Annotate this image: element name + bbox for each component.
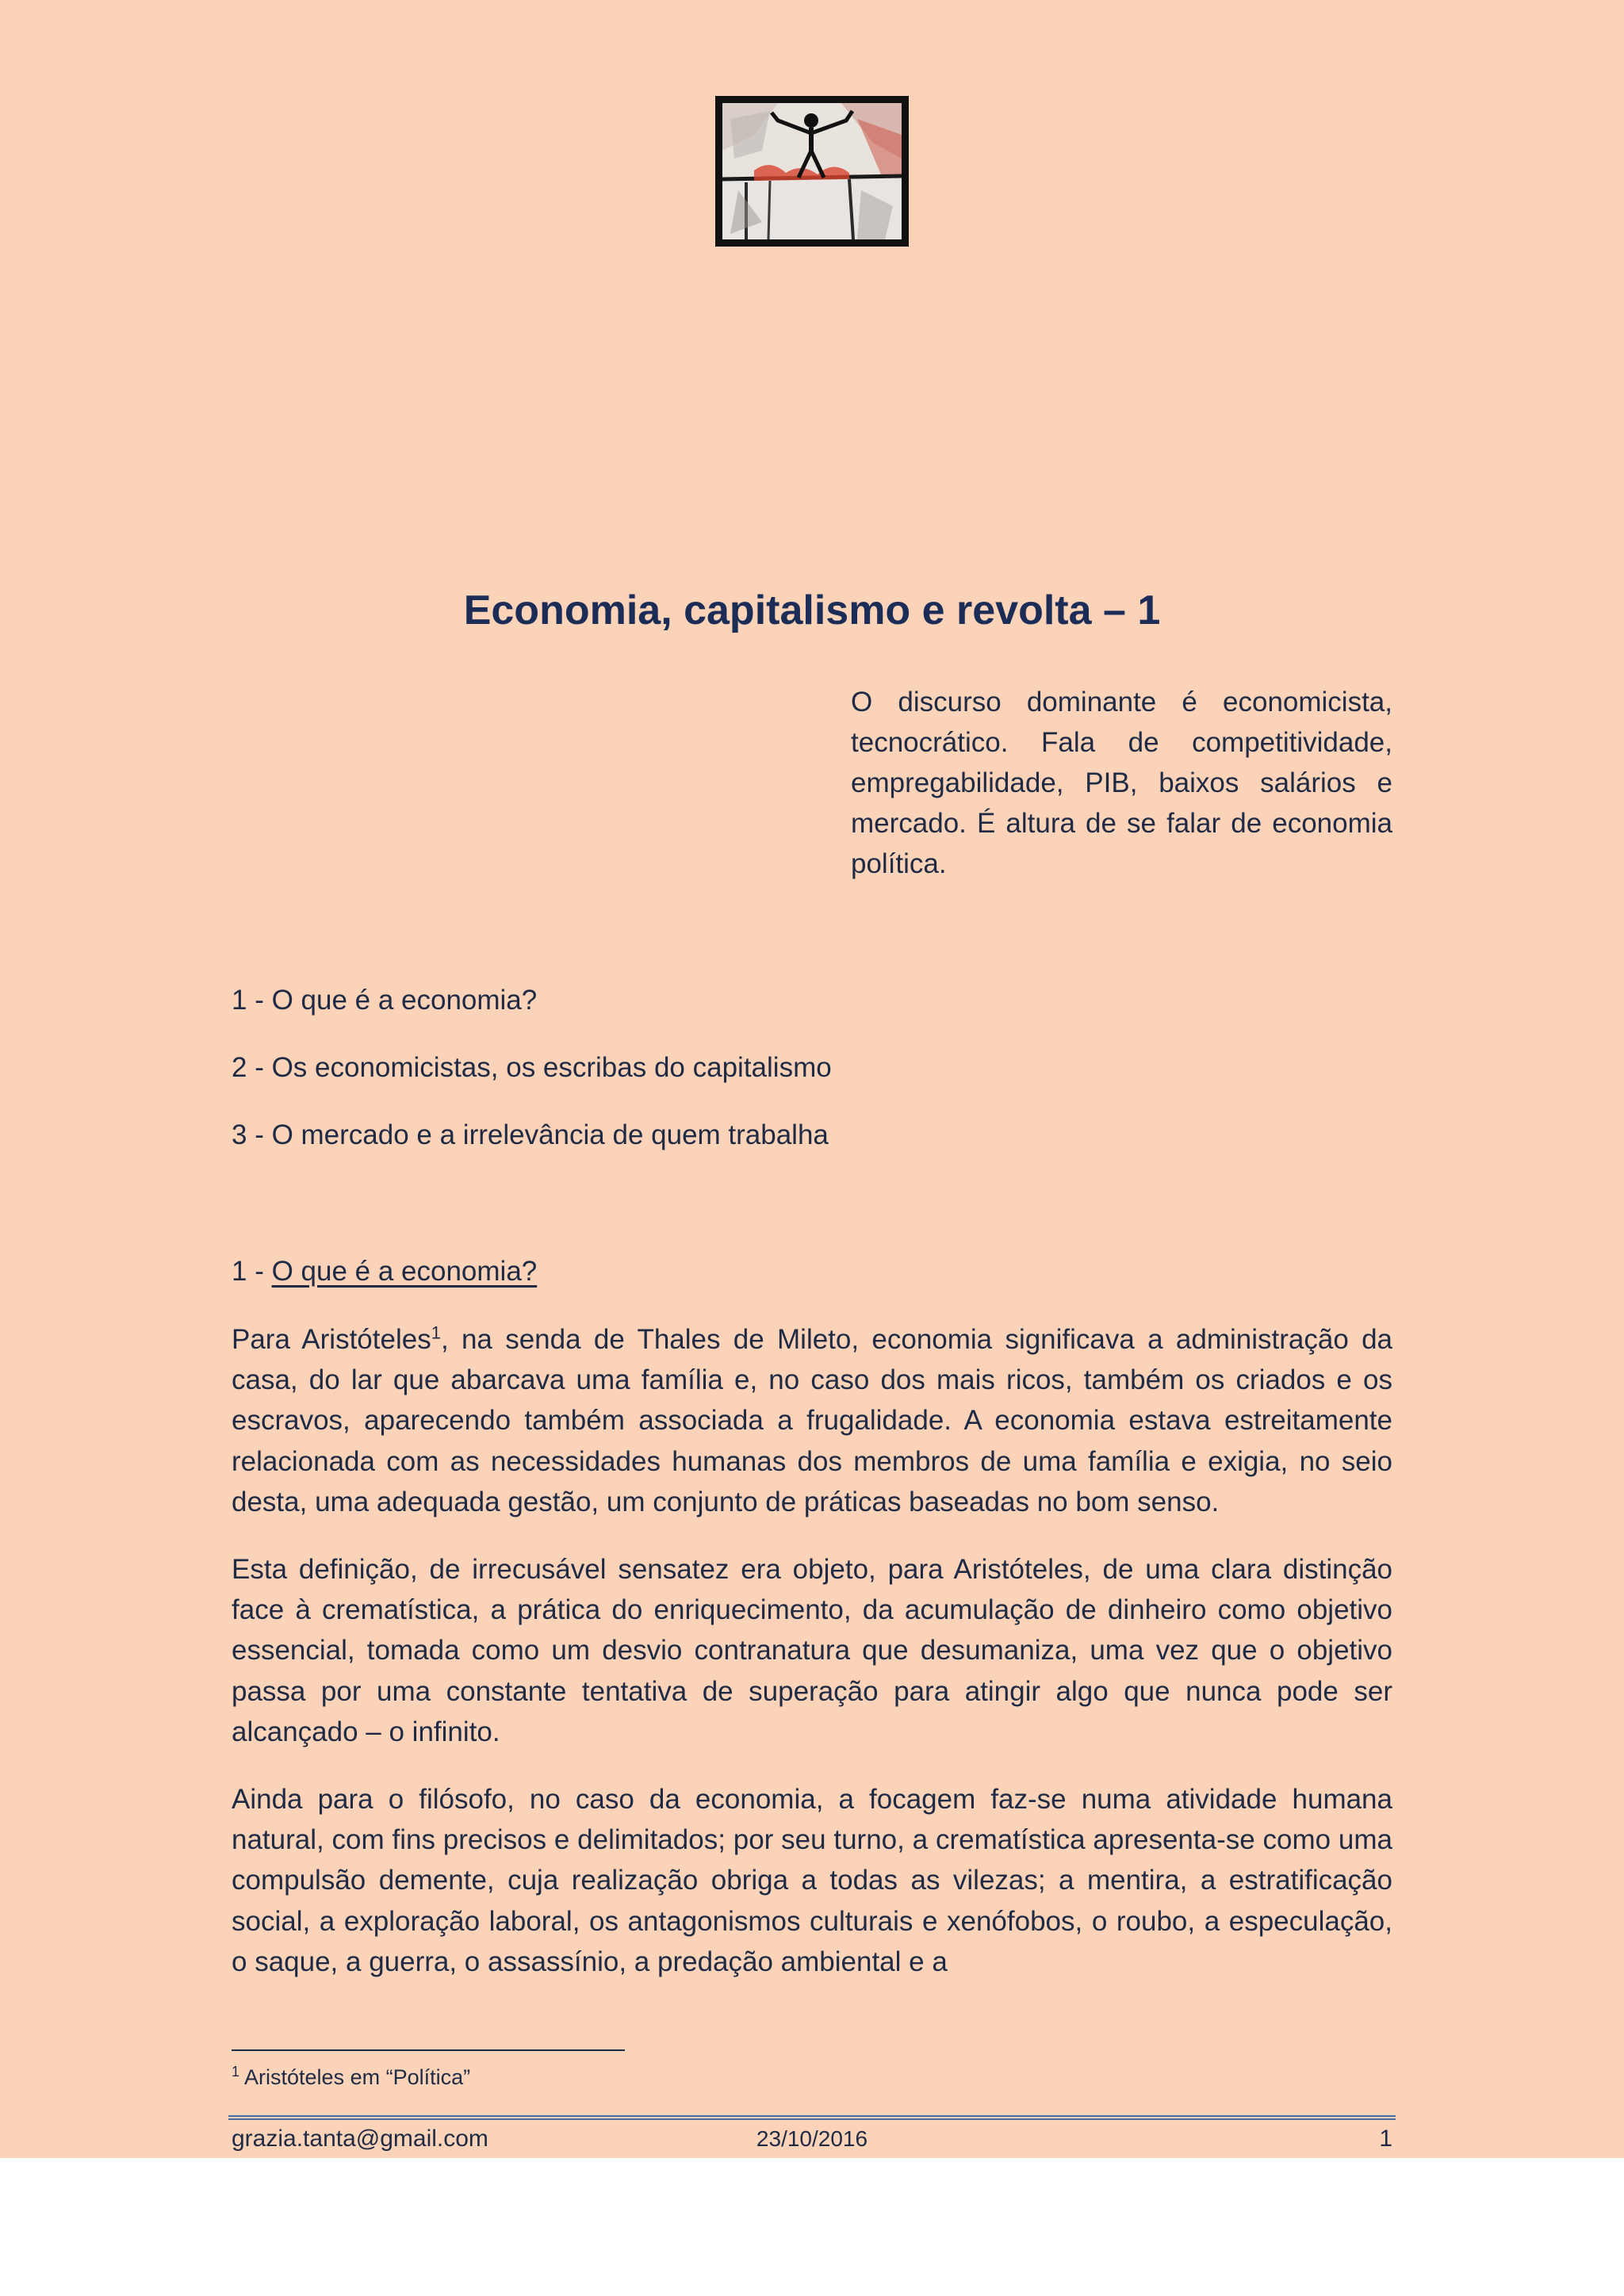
footer-divider <box>228 2115 1396 2120</box>
toc-item: 3 - O mercado e a irrelevância de quem trabalha <box>232 1119 829 1150</box>
section-title: O que é a economia? <box>271 1256 538 1287</box>
document-title: Economia, capitalismo e revolta – 1 <box>463 587 1161 633</box>
body-text <box>232 1319 1392 2009</box>
paragraph: Esta definição, de irrecusável sensatez era objeto, para Aristóteles, de uma clara distinção face à crematística, a prática do enriquecimento, da acumulação de dinheiro como objetivo essencial, tomada como um desvio contranatura que desumaniza, uma vez que o objetivo passa por uma constante tentativa de superação para atingir algo que nunca pode ser alcançado – o infinito. <box>232 1554 1392 1747</box>
logo-image <box>715 96 909 247</box>
footnote-marker: 1 <box>232 2064 240 2080</box>
paragraph <box>232 1319 1392 1522</box>
footnote <box>232 2063 470 2091</box>
paragraph-text: , na senda de Thales de Mileto, economia significava a administração da casa, do lar que abarcava uma família e, no caso dos mais ricos, também os criados e os escravos, aparecendo também associada a frugalidade. A economia estava estreitamente relacionada com as necessidades humanas dos membros de uma família e exigia, no seio desta, uma adequada gestão, um conjunto de práticas baseadas no bom senso. <box>232 1324 1393 1517</box>
page-number: 1 <box>1379 2126 1392 2152</box>
footer-email: grazia.tanta@gmail.com <box>232 2126 488 2152</box>
epigraph: O discurso dominante é economicista, tecnocrático. Fala de competitividade, empregabilidade, PIB, baixos salários e mercado. É altura de se falar de economia política. <box>851 687 1392 879</box>
section-heading <box>232 1251 537 1292</box>
footnote-divider <box>232 2049 625 2051</box>
footnote-reference: 1 <box>431 1322 441 1343</box>
section-number: 1 - <box>232 1256 272 1287</box>
table-of-contents <box>232 980 1392 1182</box>
paragraph: Ainda para o filósofo, no caso da economia, a focagem faz-se numa atividade humana natural, com fins precisos e delimitados; por seu turno, a crematística apresenta-se como uma compulsão demente, cuja realização obriga a todas as vilezas; a mentira, a estratificação social, a exploração laboral, os antagonismos culturais e xenófobos, o roubo, a especulação, o saque, a guerra, o assassínio, a predação ambiental e a <box>232 1784 1392 1977</box>
figure-on-cliff-painting-icon <box>722 103 902 239</box>
toc-item: 1 - O que é a economia? <box>232 985 538 1016</box>
paragraph-text: Para Aristóteles <box>232 1324 431 1355</box>
footnote-text: Aristóteles em “Política” <box>239 2065 471 2089</box>
footer-date: 23/10/2016 <box>756 2126 868 2151</box>
toc-item: 2 - Os economicistas, os escribas do capitalismo <box>232 1052 832 1083</box>
